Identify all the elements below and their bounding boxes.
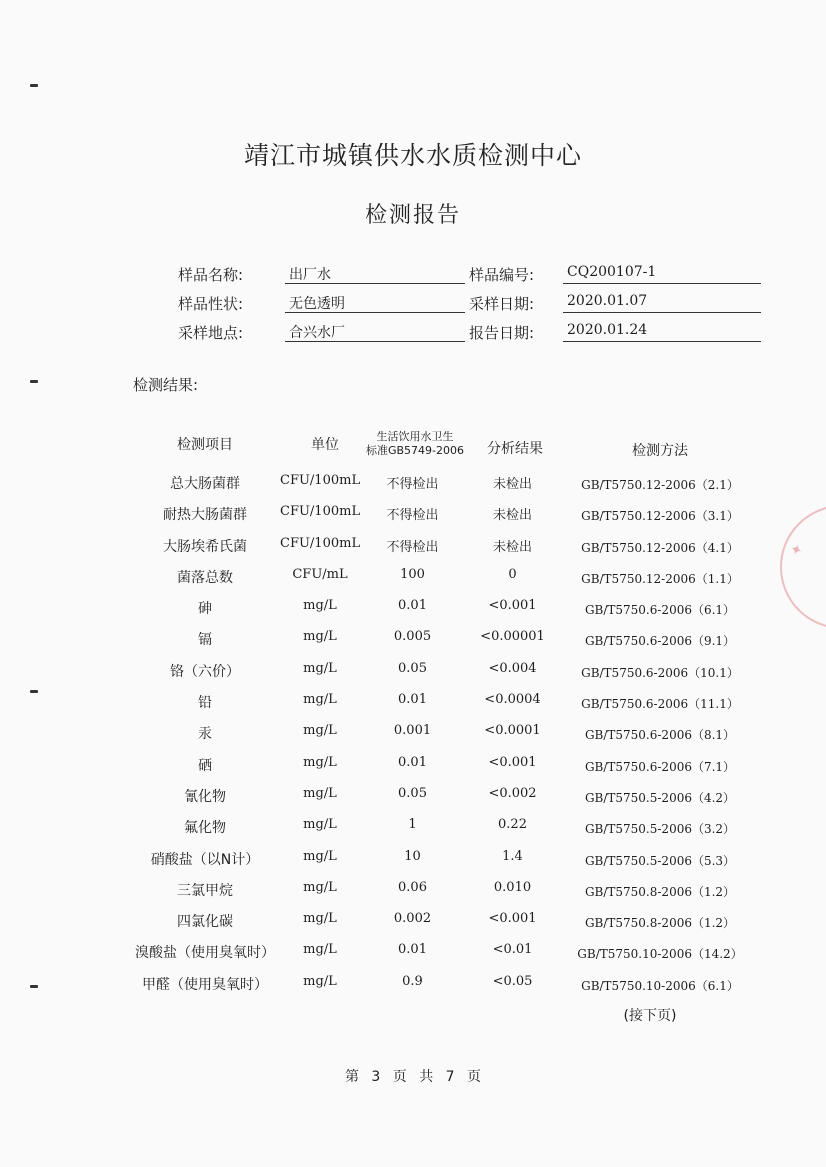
table-row	[0, 875, 826, 906]
table-row	[0, 531, 826, 562]
cell-standard: 0.002	[393, 911, 432, 927]
table-row	[0, 844, 826, 875]
cell-result: 未检出	[492, 539, 532, 555]
cell-result: 0.22	[498, 817, 527, 833]
cell-result: <0.01	[492, 942, 533, 958]
cell-standard: 0.9	[402, 973, 423, 989]
cell-unit: mg/L	[303, 785, 337, 801]
table-row	[0, 750, 826, 781]
cell-result: <0.0004	[484, 692, 541, 708]
cell-result: 0.010	[493, 879, 532, 895]
continued-note: (接下页)	[623, 1008, 677, 1024]
page-number: 第 3 页 共 7 页	[344, 1069, 482, 1085]
cell-item: 硝酸盐（以N计）	[150, 851, 260, 868]
cell-standard: 0.01	[398, 692, 427, 708]
cell-item: 总大肠菌群	[170, 476, 240, 492]
cell-result: 未检出	[492, 508, 532, 524]
sample-appearance-value: 无色透明	[285, 293, 465, 313]
meta-row-appearance	[0, 293, 826, 317]
sampling-date-label: 采样日期:	[469, 295, 535, 313]
cell-standard: 0.01	[398, 754, 427, 770]
sample-name-value: 出厂水	[285, 264, 465, 284]
cell-standard: 0.05	[398, 660, 427, 676]
table-row	[0, 499, 826, 530]
cell-method: GB/T5750.6-2006（8.1）	[584, 728, 736, 743]
cell-standard: 0.01	[398, 598, 427, 614]
sampling-location-label: 采样地点:	[178, 324, 244, 342]
binding-hole-mark	[30, 84, 38, 87]
sample-appearance-label: 样品性状:	[178, 295, 244, 313]
cell-item: 铬（六价）	[170, 663, 240, 680]
results-table-body	[0, 468, 826, 1000]
header-result: 分析结果	[487, 441, 543, 457]
cell-standard: 不得检出	[386, 539, 439, 555]
stamp-mark: ✦	[787, 539, 806, 561]
cell-item: 氰化物	[184, 788, 226, 805]
meta-row-name	[0, 264, 826, 288]
cell-item: 汞	[198, 726, 212, 743]
header-standard	[360, 430, 470, 458]
cell-unit: mg/L	[303, 942, 337, 958]
header-standard-line2: 标准GB5749-2006	[365, 444, 465, 457]
sampling-location-value: 合兴水厂	[285, 322, 465, 342]
cell-unit: mg/L	[303, 692, 337, 708]
table-row	[0, 812, 826, 843]
sampling-date-value: 2020.01.07	[563, 293, 761, 313]
cell-method: GB/T5750.12-2006（2.1）	[581, 478, 739, 492]
cell-method: GB/T5750.6-2006（10.1）	[581, 665, 739, 680]
cell-unit: mg/L	[303, 879, 337, 895]
cell-item: 氟化物	[184, 820, 226, 837]
cell-unit: mg/L	[303, 848, 337, 864]
table-row	[0, 468, 826, 499]
cell-unit: mg/L	[303, 754, 337, 770]
cell-method: GB/T5750.5-2006（5.3）	[584, 853, 736, 868]
cell-method: GB/T5750.10-2006（6.1）	[581, 978, 739, 993]
cell-unit: CFU/100mL	[280, 473, 361, 488]
report-title: 检测报告	[364, 203, 461, 228]
sample-number-value: CQ200107-1	[563, 264, 761, 284]
cell-standard: 10	[404, 848, 421, 864]
cell-item: 铅	[198, 695, 212, 712]
cell-item: 砷	[198, 601, 212, 618]
cell-unit: mg/L	[303, 629, 337, 645]
cell-unit: mg/L	[303, 973, 337, 989]
cell-standard: 100	[400, 566, 425, 582]
cell-method: GB/T5750.12-2006（4.1）	[581, 540, 739, 555]
cell-method: GB/T5750.12-2006（1.1）	[581, 571, 739, 586]
organization-title: 靖江市城镇供水水质检测中心	[243, 141, 582, 170]
cell-result: <0.00001	[480, 629, 545, 645]
table-row	[0, 718, 826, 749]
cell-result: 0	[508, 566, 517, 582]
cell-result: <0.001	[488, 911, 537, 927]
table-row	[0, 937, 826, 968]
sample-number-label: 样品编号:	[469, 266, 535, 284]
cell-method: GB/T5750.12-2006（3.1）	[581, 509, 739, 524]
cell-result: <0.001	[488, 598, 537, 614]
cell-item: 大肠埃希氏菌	[163, 538, 247, 555]
results-section-label: 检测结果:	[133, 376, 199, 394]
cell-item: 镉	[198, 632, 212, 649]
cell-item: 三氯甲烷	[177, 882, 233, 899]
cell-unit: CFU/100mL	[280, 535, 361, 551]
header-unit: 单位	[311, 437, 339, 453]
cell-method: GB/T5750.5-2006（4.2）	[584, 790, 736, 805]
cell-standard: 不得检出	[386, 477, 439, 492]
cell-item: 硒	[198, 757, 212, 774]
cell-standard: 0.01	[398, 942, 427, 958]
cell-result: <0.001	[488, 754, 537, 770]
cell-unit: CFU/100mL	[280, 504, 361, 520]
cell-standard: 1	[408, 817, 417, 833]
cell-result: 未检出	[492, 477, 532, 492]
cell-method: GB/T5750.8-2006（1.2）	[584, 884, 736, 899]
cell-unit: mg/L	[303, 817, 337, 833]
table-row	[0, 781, 826, 812]
table-row	[0, 906, 826, 937]
table-row	[0, 624, 826, 655]
report-date-value: 2020.01.24	[563, 322, 761, 342]
cell-standard: 0.06	[398, 879, 427, 895]
cell-standard: 0.005	[393, 629, 432, 645]
binding-hole-mark	[30, 985, 38, 988]
cell-unit: mg/L	[303, 598, 337, 614]
cell-unit: CFU/mL	[292, 566, 348, 582]
cell-result: 1.4	[502, 848, 523, 864]
cell-item: 菌落总数	[177, 569, 233, 586]
header-standard-line1: 生活饮用水卫生	[376, 430, 454, 443]
cell-unit: mg/L	[303, 660, 337, 676]
cell-unit: mg/L	[303, 723, 337, 739]
cell-method: GB/T5750.6-2006（7.1）	[584, 759, 736, 774]
table-row	[0, 656, 826, 687]
cell-result: <0.004	[488, 660, 537, 676]
binding-hole-mark	[30, 380, 38, 383]
report-date-label: 报告日期:	[469, 324, 535, 342]
meta-row-location	[0, 322, 826, 346]
cell-result: <0.002	[488, 785, 537, 801]
cell-item: 四氯化碳	[177, 914, 233, 931]
header-method: 检测方法	[632, 443, 688, 459]
results-table-header	[0, 428, 826, 464]
cell-item: 溴酸盐（使用臭氧时）	[135, 945, 275, 962]
table-row	[0, 593, 826, 624]
cell-unit: mg/L	[303, 911, 337, 927]
cell-method: GB/T5750.6-2006（9.1）	[584, 634, 736, 649]
table-row	[0, 562, 826, 593]
header-item: 检测项目	[177, 437, 233, 453]
cell-method: GB/T5750.6-2006（11.1）	[581, 697, 739, 712]
cell-standard: 0.05	[398, 785, 427, 801]
table-row	[0, 969, 826, 1000]
cell-method: GB/T5750.6-2006（6.1）	[584, 603, 736, 618]
cell-method: GB/T5750.5-2006（3.2）	[584, 822, 736, 837]
table-row	[0, 687, 826, 718]
cell-standard: 0.001	[393, 723, 432, 739]
cell-standard: 不得检出	[386, 508, 439, 524]
cell-method: GB/T5750.8-2006（1.2）	[584, 916, 736, 931]
cell-item: 耐热大肠菌群	[163, 507, 247, 524]
cell-item: 甲醛（使用臭氧时）	[142, 976, 268, 993]
binding-hole-mark	[30, 690, 38, 693]
sample-name-label: 样品名称:	[178, 266, 244, 284]
cell-method: GB/T5750.10-2006（14.2）	[577, 947, 743, 962]
cell-result: <0.05	[492, 973, 533, 989]
cell-result: <0.0001	[484, 723, 541, 739]
